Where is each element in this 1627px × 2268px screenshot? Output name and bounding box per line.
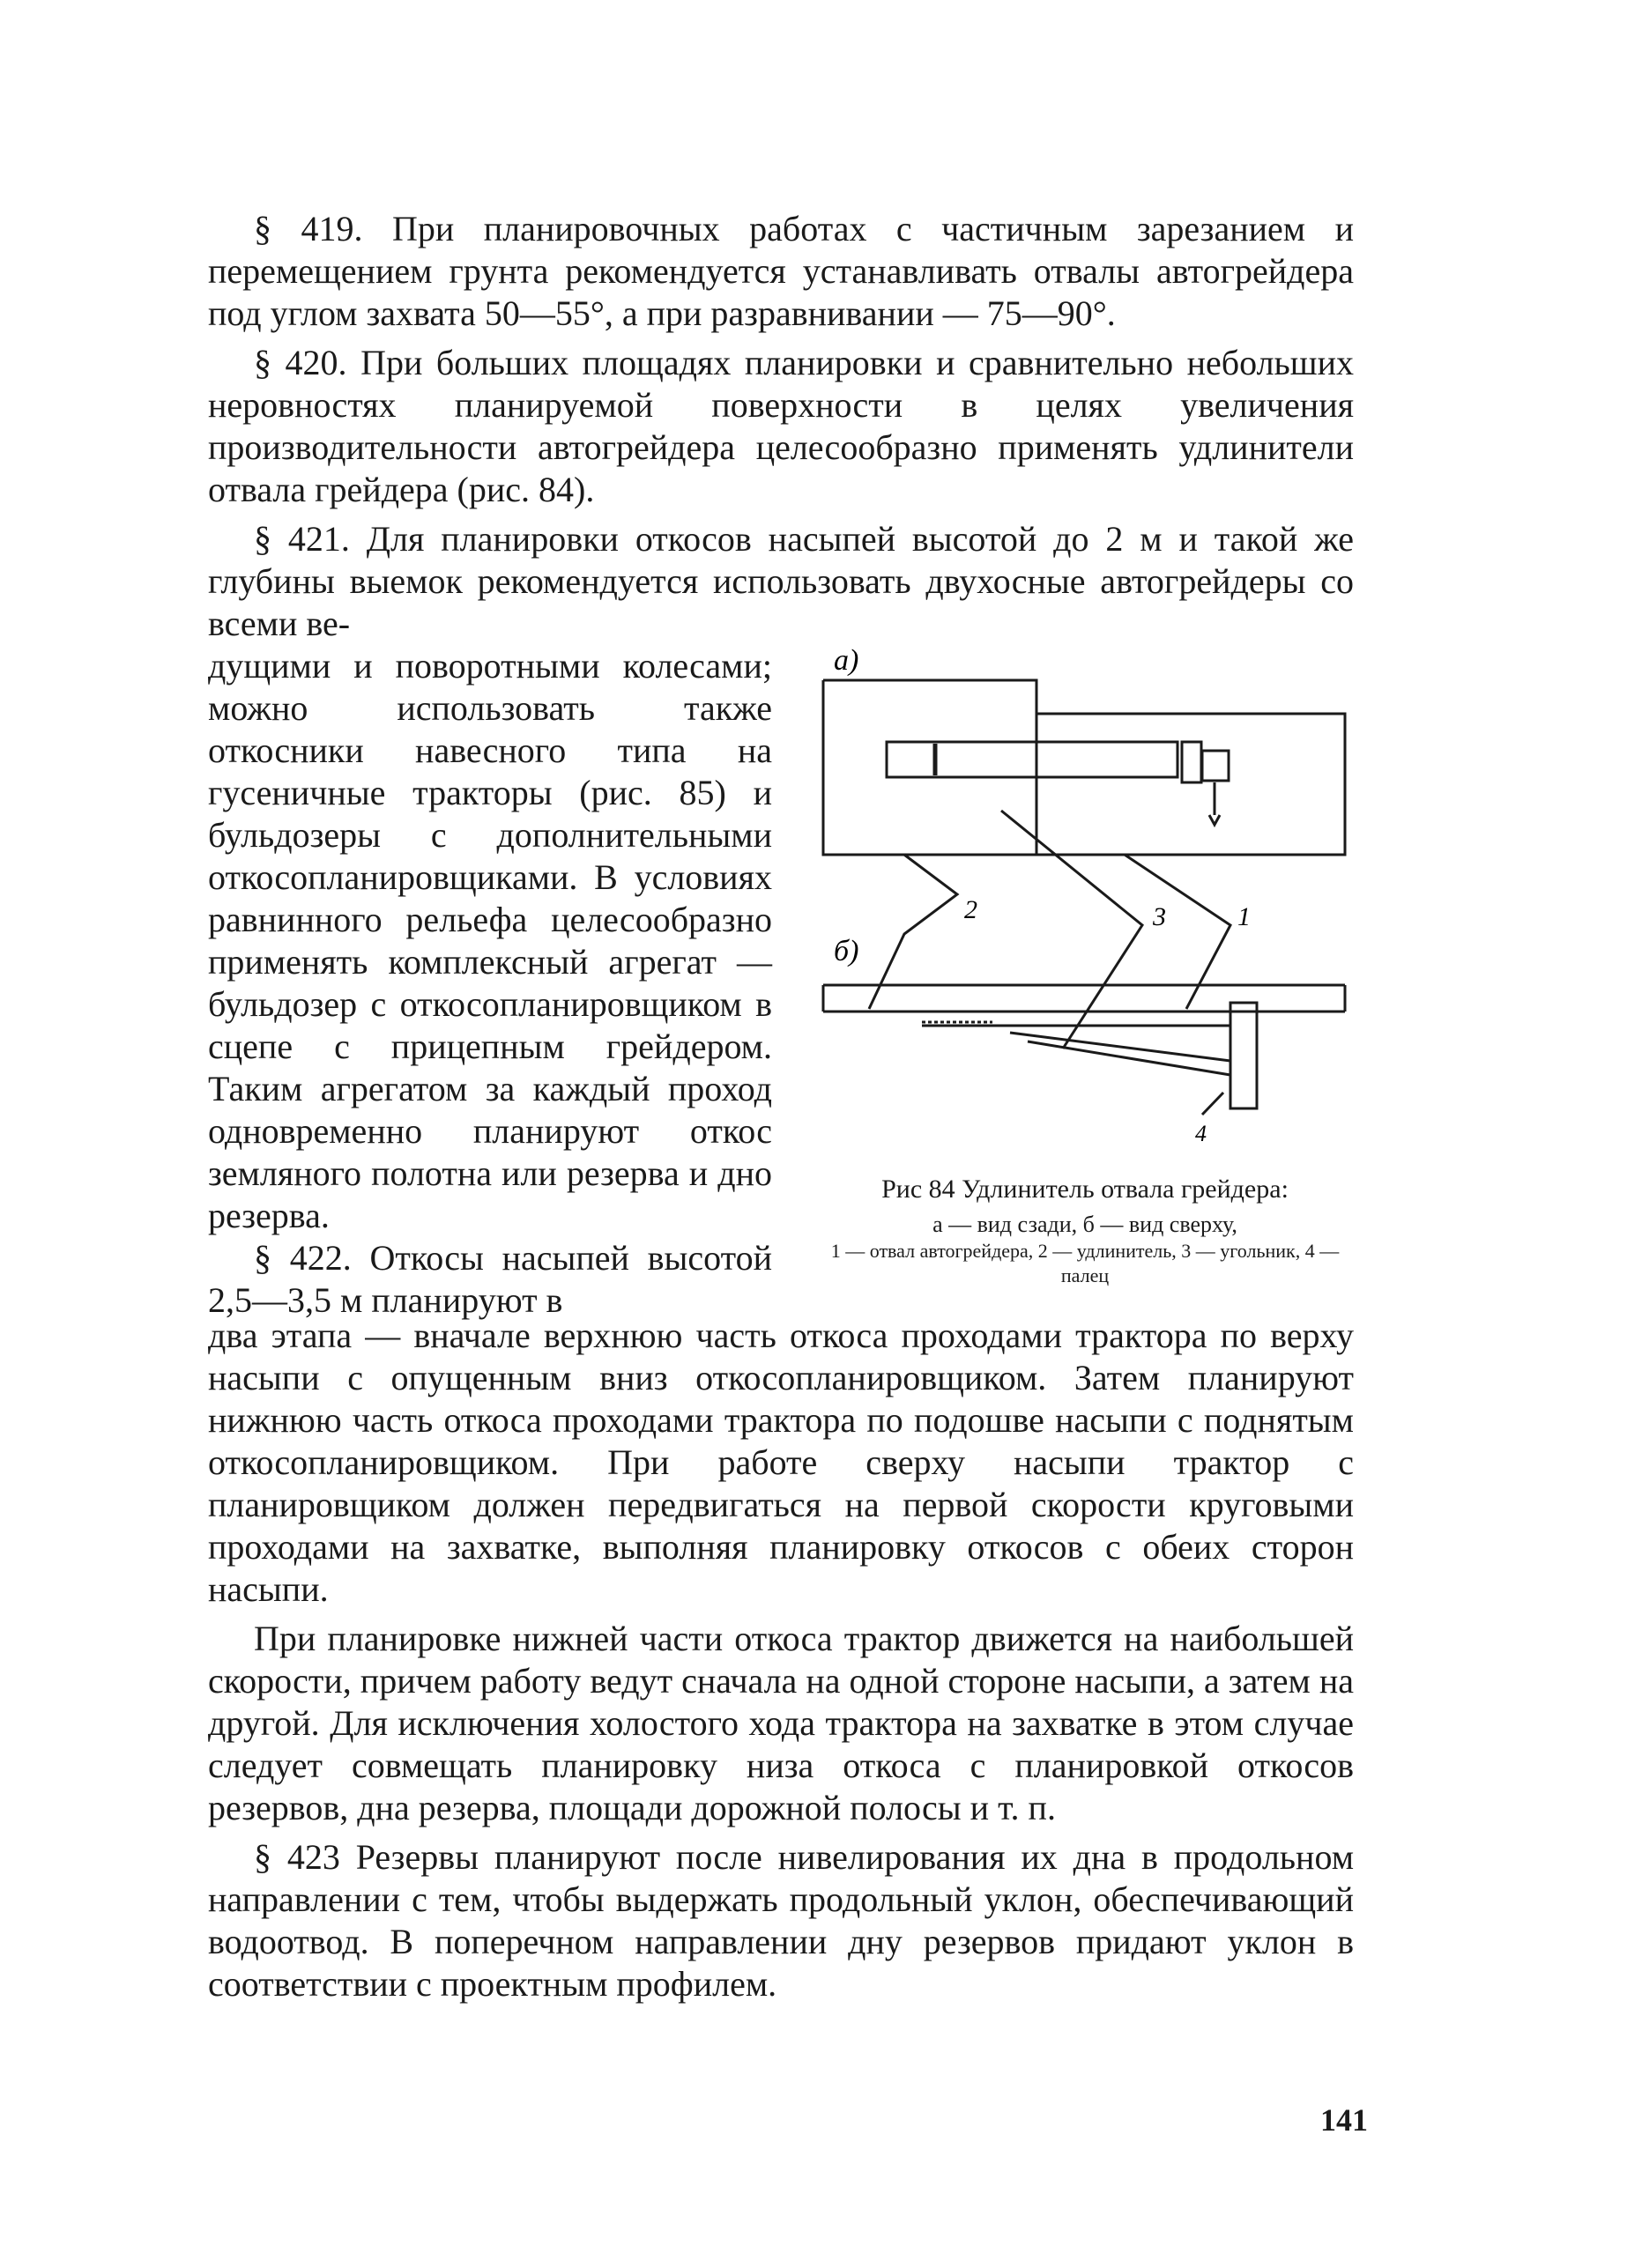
- figure-caption: [816, 1174, 1354, 1288]
- figure-84: [816, 634, 1354, 1288]
- label-view-b: б): [834, 935, 859, 967]
- paragraph-422-rest: два этапа — вначале верхнюю часть откоса проходами трактора по верху насыпи с опущенным вниз откосопланировщиком. Затем планируют нижнюю часть откоса проходами трактора по подошве насыпи с поднятым откосопланировщиком. При работе сверху насыпи трактор с планировщиком должен передвигаться на первой скорости круговыми проходами на захватке, выполняя планировку откосов с обеих сторон насыпи.: [208, 1316, 1354, 1609]
- paragraph-lower-slope: При планировке нижней части откоса трактор движется на наибольшей скорости, причем работу ведут сначала на одной стороне насыпи, а затем на другой. Для исключения холостого хода трактора на захватке в этом случае следует совмещать планировку низа откоса с планировкой откосов резервов, дна резерва, площади дорожной полосы и т. п.: [208, 1619, 1354, 1827]
- wrapped-text-column: [208, 645, 772, 1322]
- caption-parts: 1 — отвал автогрейдера, 2 — удлинитель, 3 — угольник, 4 — палец: [830, 1240, 1340, 1286]
- callout-3: 3: [1153, 902, 1166, 931]
- paragraph-421-top: § 421. Для планировки откосов насыпей высотой до 2 м и такой же глубины выемок рекомендуется использовать двухосные автогрейдеры со всеми ве-: [208, 519, 1354, 643]
- paragraph-419: § 419. При планировочных работах с частичным зарезанием и перемещением грунта рекомендуется устанавливать отвалы автогрейдера под углом захвата 50—55°, а при разравнивании — 75—90°.: [208, 209, 1354, 333]
- paragraph-420: § 420. При больших площадях планировки и сравнительно небольших неровностях планируемой поверхности в целях увеличения производительности автогрейдера целесообразно применять удлинители отвала грейдера (рис. 84).: [208, 343, 1354, 509]
- paragraph-421-wrap: дущими и поворотными колесами; можно использовать также откосники навесного типа на гусеничные тракторы (рис. 85) и бульдозеры с дополнительными откосопланировщиками. В условиях равнинного рельефа целесообразно применять комплексный агрегат — бульдозер с откосопланировщиком в сцепе с прицепным грейдером. Таким агрегатом за каждый проход одновременно планируют откос земляного полотна или резерва и дно резерва.: [208, 646, 772, 1235]
- caption-views: а — вид сзади, б — вид сверху,: [932, 1212, 1237, 1237]
- paragraph-423: § 423 Резервы планируют после нивелирования их дна в продольном направлении с тем, чтобы выдержать продольный уклон, обеспечивающий водоотвод. В поперечном направлении дну резервов придают уклон в соответствии с проектным профилем.: [208, 1837, 1354, 2004]
- callout-2: 2: [964, 895, 977, 924]
- page-number: 141: [1320, 2102, 1368, 2138]
- callout-4: 4: [1195, 1121, 1207, 1146]
- caption-title: Рис 84 Удлинитель отвала грейдера:: [881, 1175, 1289, 1204]
- grader-extension-drawing: [816, 634, 1354, 1163]
- paragraph-422-wrap: § 422. Откосы насыпей высотой 2,5—3,5 м планируют в: [208, 1238, 772, 1320]
- pin-part: [1230, 1003, 1257, 1108]
- page-body: [208, 208, 1354, 2005]
- callout-1: 1: [1237, 902, 1251, 931]
- label-view-a: а): [834, 644, 859, 677]
- blade-a: [887, 742, 1178, 777]
- text-figure-block: [208, 644, 1354, 1320]
- view-a-frame: [823, 680, 1345, 855]
